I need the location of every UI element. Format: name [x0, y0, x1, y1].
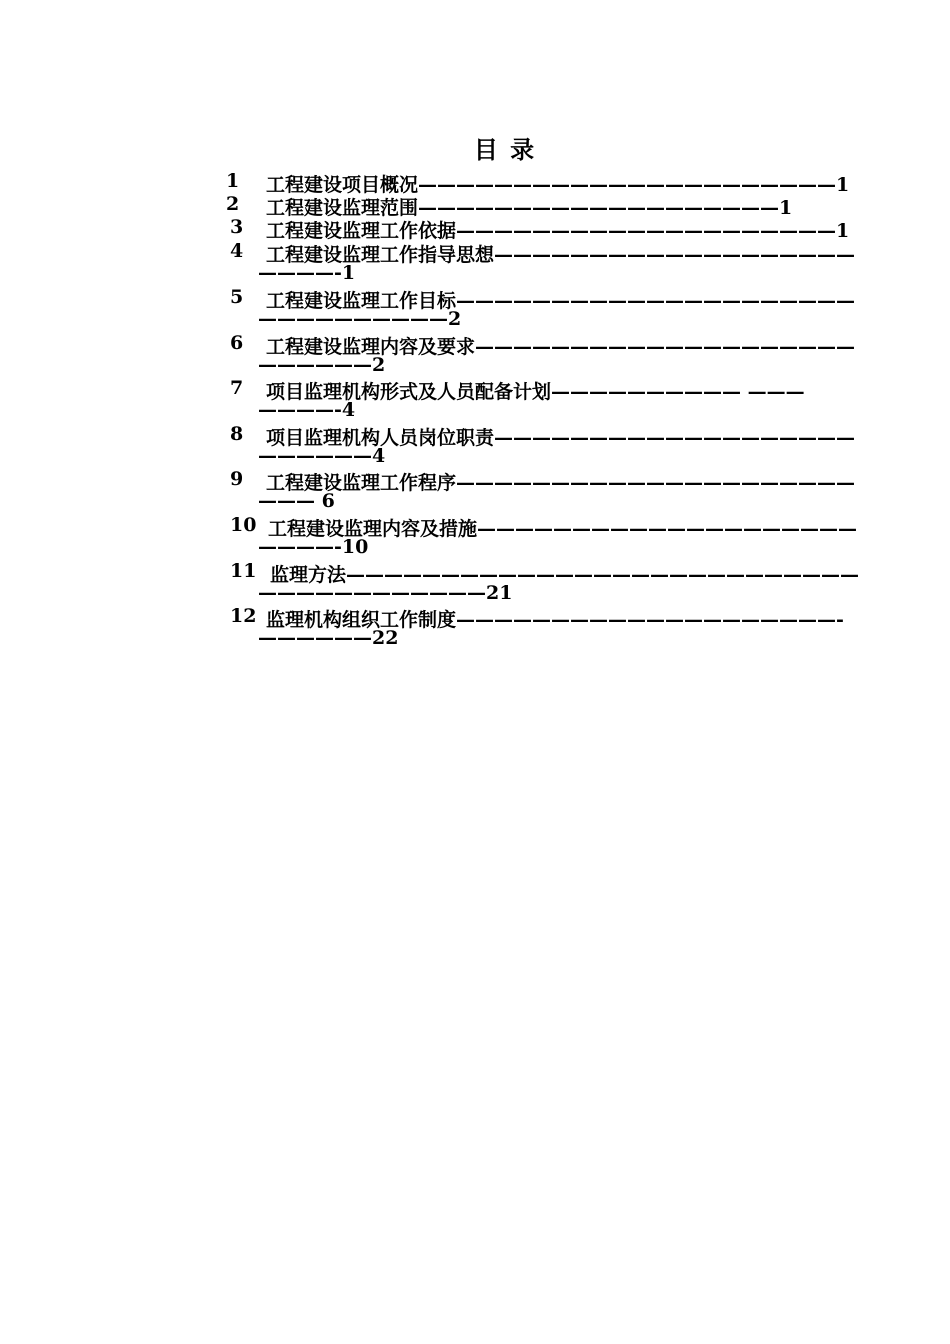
- toc-entry-number: 8: [230, 423, 244, 445]
- toc-entry-link[interactable]: 工程建设监理工作目标—————————————————————: [266, 290, 856, 312]
- toc-entry-number: 1: [226, 170, 240, 192]
- toc-entry-link[interactable]: 工程建设监理工作程序—————————————————————: [266, 472, 856, 494]
- toc-entry-continuation[interactable]: ————————————21: [258, 582, 513, 604]
- toc-entry-number: 4: [230, 240, 244, 262]
- toc-entry-number: 11: [230, 560, 257, 582]
- toc-entry-number: 3: [230, 216, 244, 238]
- toc-entry-number: 12: [230, 605, 257, 627]
- toc-entry-continuation[interactable]: ————-1: [258, 262, 356, 284]
- toc-title: 目 录: [473, 135, 537, 164]
- toc-entry-continuation[interactable]: ——————22: [258, 627, 399, 649]
- toc-entry-link[interactable]: 项目监理机构形式及人员配备计划—————————— ———: [266, 381, 805, 403]
- toc-entry-number: 9: [230, 468, 244, 490]
- toc-entry-continuation[interactable]: ——— 6: [258, 490, 335, 512]
- toc-entry-number: 7: [230, 377, 244, 399]
- toc-entry-link[interactable]: 工程建设监理范围———————————————————1: [266, 197, 793, 219]
- toc-entry-continuation[interactable]: ————-4: [258, 399, 356, 421]
- toc-entry-continuation[interactable]: ——————2: [258, 354, 386, 376]
- toc-entry-continuation[interactable]: ——————4: [258, 445, 386, 467]
- toc-entry-continuation[interactable]: ——————————2: [258, 308, 462, 330]
- toc-entry-number: 2: [226, 193, 240, 215]
- toc-entry-link[interactable]: 工程建设监理工作指导思想———————————————————: [266, 244, 856, 266]
- toc-entry-link[interactable]: 工程建设项目概况——————————————————————1: [266, 174, 850, 196]
- toc-entry-link[interactable]: 工程建设监理工作依据————————————————————1: [266, 220, 850, 242]
- toc-entry-number: 5: [230, 286, 244, 308]
- toc-entry-link[interactable]: 工程建设监理内容及要求————————————————————: [266, 336, 856, 358]
- toc-entry-number: 6: [230, 332, 244, 354]
- toc-entry-link[interactable]: 监理机构组织工作制度————————————————————-: [266, 609, 844, 631]
- toc-entry-number: 10: [230, 514, 257, 536]
- toc-entry-link[interactable]: 工程建设监理内容及措施————————————————————: [268, 518, 858, 540]
- toc-entry-continuation[interactable]: ————-10: [258, 536, 369, 558]
- toc-entry-link[interactable]: 项目监理机构人员岗位职责———————————————————: [266, 427, 856, 449]
- toc-entry-link[interactable]: 监理方法———————————————————————————: [270, 564, 860, 586]
